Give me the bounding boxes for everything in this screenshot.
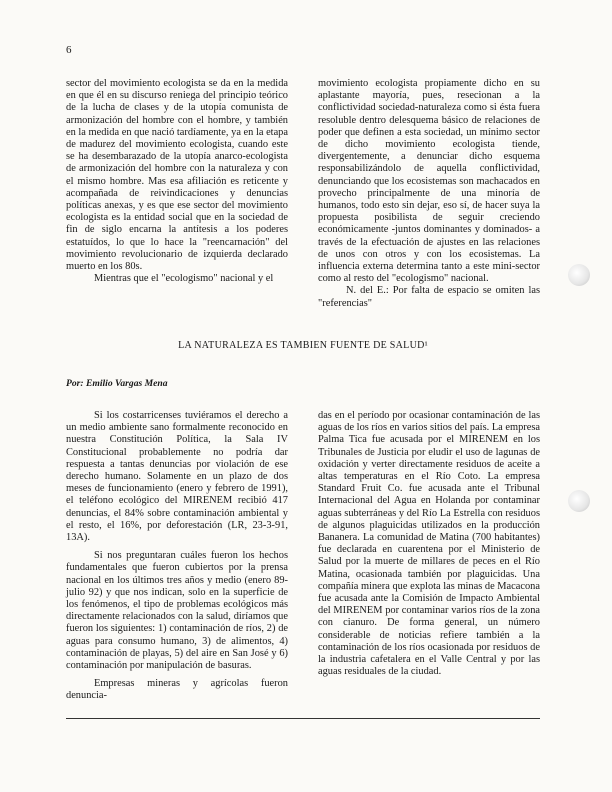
- top-right-column: [318, 78, 540, 310]
- article-title: LA NATURALEZA ES TAMBIEN FUENTE DE SALUD¹: [178, 340, 428, 351]
- byline: Por: Emilio Vargas Mena: [66, 378, 168, 389]
- top-left-column: [66, 78, 288, 285]
- paragraph: Si los costarricenses tuviéramos el derecho a un medio ambiente sano formalmente reconocido en nuestra Constitución Política, la Sala IV Constitucional probablemente no podría dar respuesta a tantas denuncias por violación de ese derecho humano. Solamente en un plazo de dos meses de funcionamiento (enero y febrero de 1991), el teléfono ecológico del MIRENEM recibió 417 denuncias, el 84% sobre contaminación ambiental y el resto, el 16%, por deforestación (LR, 23-3-91, 13A).: [66, 410, 288, 544]
- paragraph: movimiento ecologista propiamente dicho en su aplastante mayoría, pues, resecionan a la conflictividad sociedad-naturaleza como si ésta fuera resoluble dentro delesquema básico de relaciones de poder que definen a esta sociedad, un mínimo sector de dicho movimiento ecologista tiende, divergentemente, a denunciar dicho esquema responsabilizándolo de aquella conflictividad, denunciando que los ecosistemas son machacados en provecho principalmente de una minoría de humanos, todo esto sin dejar, eso sí, de hacer suya la propuesta posibilista de seguir creciendo económicamente -juntos dominantes y dominados- a través de la efectuación de ajustes en las relaciones de unos con otros y con los ecosistemas. La influencia externa determina tanto a este mini-sector como al resto del "ecologismo" nacional.: [318, 78, 540, 285]
- punch-hole: [568, 490, 590, 512]
- editor-note: N. del E.: Por falta de espacio se omiten las "referencias": [318, 285, 540, 309]
- punch-hole: [568, 264, 590, 286]
- paragraph: sector del movimiento ecologista se da en la medida en que él en su discurso reniega del principio teórico de la lucha de clases y de la utopía comunista de armonización del hombre con el hombre, y también en la medida en que nació tardíamente, ya en la etapa de madurez del movimiento ecologista, cuando este se ha desembarazado de la utopía anarco-ecologista de armonización del hombre con la naturaleza y con el mismo hombre. Mas esa afiliación es reticente y acompañada de reivindicaciones y denuncias políticas anexas, y es que ese sector del movimiento ecologista es la entidad social que en la sociedad de fin de siglo encarna la antítesis a los poderes estatuídos, lo que lo hace la "reencarnación" del movimiento revolucionario de izquierda declarado muerto en los 80s.: [66, 78, 288, 273]
- article-left-column: [66, 410, 288, 703]
- paragraph: Mientras que el "ecologismo" nacional y el: [94, 273, 274, 285]
- paragraph: das en el período por ocasionar contaminación de las aguas de los ríos en varios sitios del país. La empresa Palma Tica fue acusada por el MIRENEM en los Tribunales de Justicia por eludir el uso de lagunas de oxidación y verter directamente residuos de aceite a altas temperaturas en el Río Coto. La empresa Standard Fruit Co. fue acusada ante el Tribunal Internacional del Agua en Holanda por contaminar aguas subterráneas y del Río La Estrella con residuos de algunos plaguicidas utilizados en la producción Bananera. La comunidad de Matina (700 habitantes) fue declarada en cuarentena por el Ministerio de Salud por la muerte de millares de peces en el Río Matina, ocasionada también por plaguicidas. Una compañía minera que explota las minas de Macacona fue acusada ante la Comisión de Impacto Ambiental del MIRENEM por contaminar varios ríos de la zona con cianuro. De forma general, un número considerable de noticias refiere también a la contaminación de los ríos ocasionada por residuos de la industria cafetalera en el Valle Central y por las aguas residuales de la ciudad.: [318, 410, 540, 678]
- page-number: 6: [66, 44, 72, 56]
- footer-rule: [66, 718, 540, 719]
- paragraph: Empresas mineras y agrícolas fueron denuncia-: [66, 678, 288, 702]
- paragraph: Si nos preguntaran cuáles fueron los hechos fundamentales que fueron cubiertos por la prensa nacional en los últimos tres años y medio (enero 89-julio 92) y que nos indican, solo en la superficie de los fenómenos, el tipo de problemas ecológicos más directamente relacionados con la salud, diríamos que fueron los siguientes: 1) contaminación de ríos, 2) de aguas para consumo humano, 3) de alimentos, 4) contaminación de playas, 5) del aire en San José y 6) contaminación por manipulación de basuras.: [66, 550, 288, 672]
- article-right-column: [318, 410, 540, 678]
